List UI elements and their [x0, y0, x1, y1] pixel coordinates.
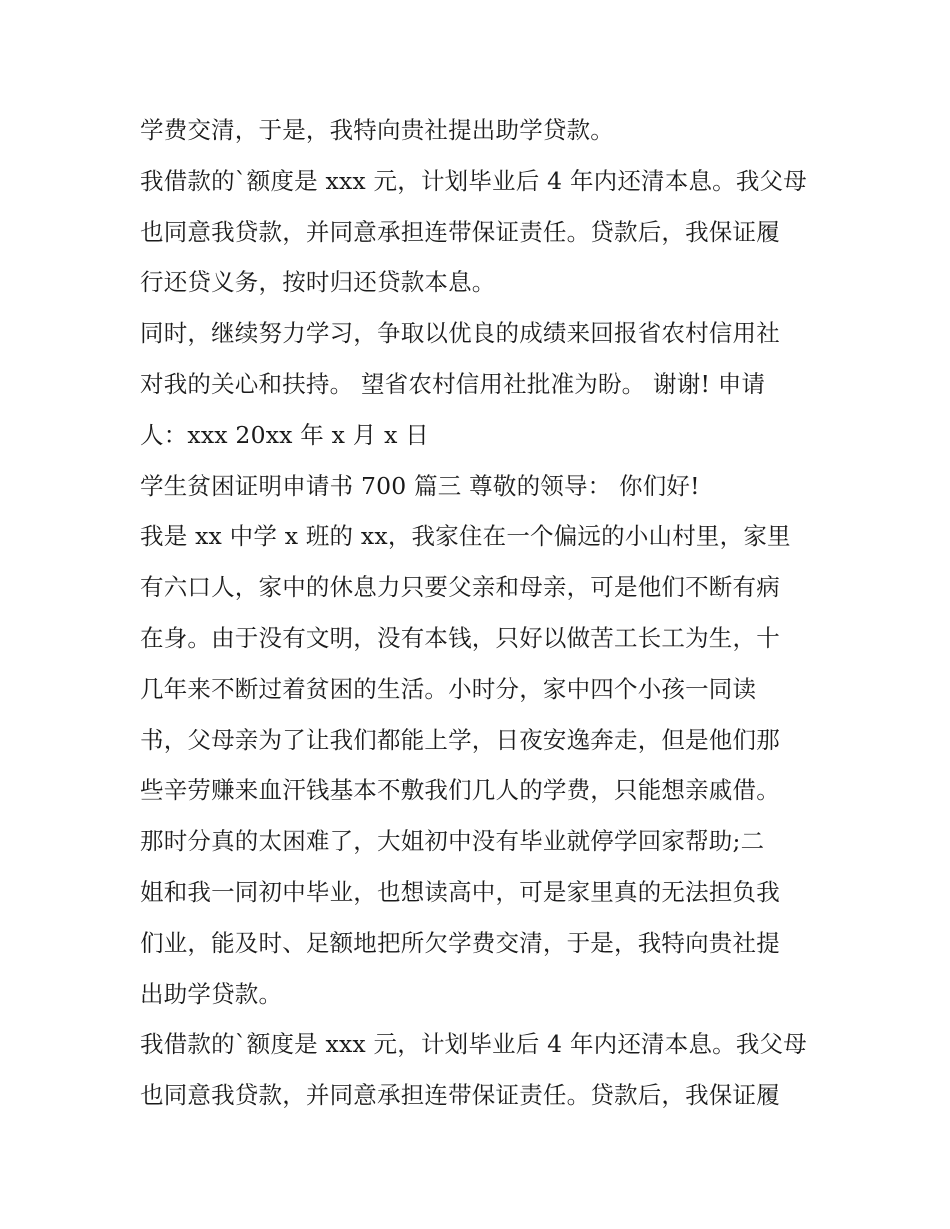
text-line: 我借款的`额度是 xxx 元，计划毕业后 4 年内还清本息。我父母: [140, 1030, 807, 1059]
section-heading-line: 学生贫困证明申请书 700 篇三 尊敬的领导： 你们好!: [140, 471, 700, 500]
text-line: 也同意我贷款，并同意承担连带保证责任。贷款后，我保证履: [140, 1081, 780, 1110]
text-line: 也同意我贷款，并同意承担连带保证责任。贷款后，我保证履: [140, 217, 780, 246]
text-line: 几年来不断过着贫困的生活。小时分，家中四个小孩一同读: [140, 674, 757, 703]
text-line: 同时，继续努力学习，争取以优良的成绩来回报省农村信用社: [140, 319, 780, 348]
text-line: 那时分真的太困难了，大姐初中没有毕业就停学回家帮助;二: [140, 827, 765, 856]
text-line: 我借款的`额度是 xxx 元，计划毕业后 4 年内还清本息。我父母: [140, 166, 807, 195]
text-line: 我是 xx 中学 x 班的 xx，我家住在一个偏远的小山村里，家里: [140, 522, 791, 551]
text-line: 书，父母亲为了让我们都能上学，日夜安逸奔走，但是他们那: [140, 725, 780, 754]
text-line: 们业，能及时、足额地把所欠学费交清，于是，我特向贵社提: [140, 928, 780, 957]
document-page: [140, 110, 820, 1126]
text-line: 人：xxx 20xx 年 x 月 x 日: [140, 420, 429, 449]
text-line: 出助学贷款。: [140, 979, 283, 1008]
text-line: 些辛劳赚来血汗钱基本不敷我们几人的学费，只能想亲戚借。: [140, 776, 780, 805]
text-line: 有六口人，家中的休息力只要父亲和母亲，可是他们不断有病: [140, 573, 780, 602]
text-line: 行还贷义务，按时归还贷款本息。: [140, 268, 496, 297]
text-line: 学费交清，于是，我特向贵社提出助学贷款。: [140, 116, 614, 144]
text-line: 对我的关心和扶持。 望省农村信用社批准为盼。 谢谢! 申请: [140, 369, 766, 398]
text-line: 在身。由于没有文明，没有本钱，只好以做苦工长工为生，十: [140, 623, 780, 652]
text-line: 姐和我一同初中毕业，也想读高中，可是家里真的无法担负我: [140, 877, 780, 906]
